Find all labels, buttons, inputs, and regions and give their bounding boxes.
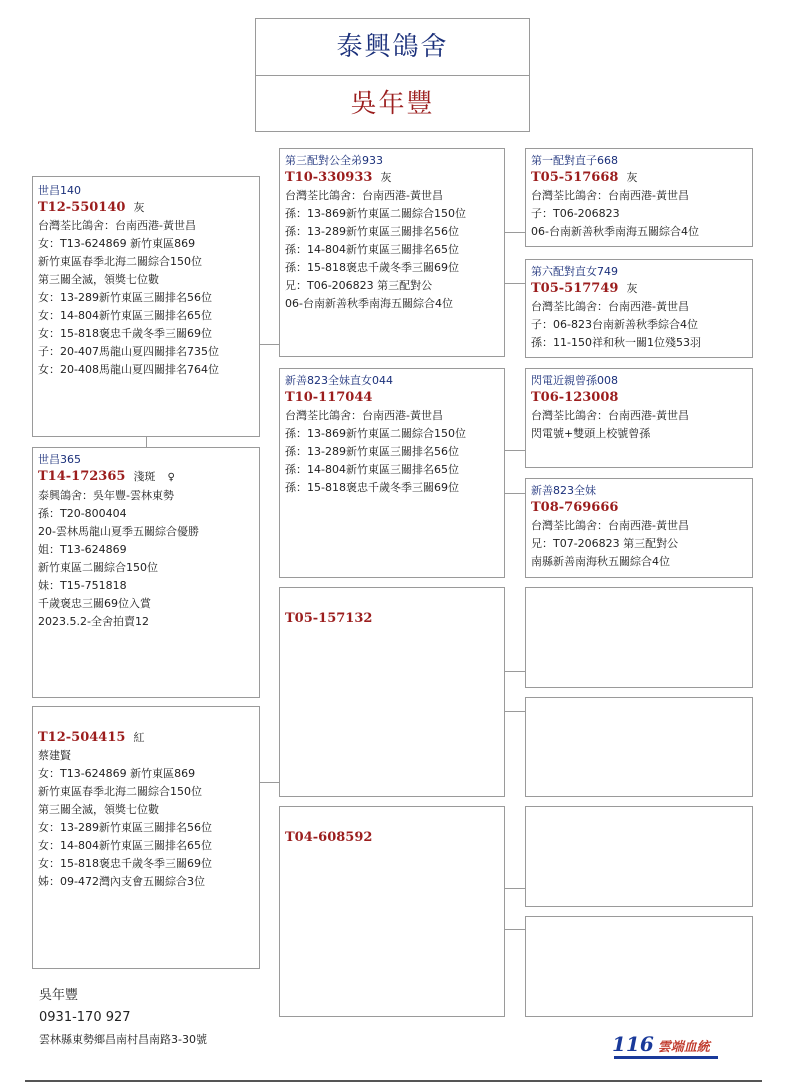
logo-underline — [614, 1056, 718, 1059]
pedigree-line: 新竹東區春季北海二關綜合150位 — [38, 785, 202, 798]
connector — [504, 711, 525, 712]
title-block — [255, 18, 530, 132]
pedigree-line: 20-雲林馬龍山夏季五關綜合優勝 — [38, 525, 199, 538]
sd-lines — [285, 407, 499, 497]
ssd-header: 第六配對直女749 — [531, 265, 618, 278]
sire-card — [32, 176, 260, 437]
dam-ring: T14-172365 淺斑 ♀ — [38, 469, 175, 484]
pedigree-line: 女：15-818褒忠千歲冬季三關69位 — [38, 857, 212, 870]
sdd-ring: T08-769666 — [531, 500, 619, 515]
sds-ring: T06-123008 — [531, 390, 619, 405]
pedigree-line: 女：13-289新竹東區三關排名56位 — [38, 821, 212, 834]
pedigree-line: 新竹東區二關綜合150位 — [38, 561, 158, 574]
pedigree-line: 女：14-804新竹東區三關排名65位 — [38, 839, 212, 852]
pedigree-line: 2023.5.2-全舍拍賣12 — [38, 615, 149, 628]
pedigree-line: 閃電號+雙頭上校號曾孫 — [531, 427, 651, 440]
logo-text: 雲端血統 — [657, 1040, 710, 1055]
pedigree-line: 姐：T13-624869 — [38, 543, 127, 556]
subject-ring: T12-504415 紅 — [38, 730, 145, 745]
dds-card — [525, 806, 753, 907]
logo-number: 116 — [612, 1032, 654, 1056]
connector — [504, 283, 525, 284]
pedigree-line: 女：13-289新竹東區三關排名56位 — [38, 291, 212, 304]
pedigree-line: 女：14-804新竹東區三關排名65位 — [38, 309, 212, 322]
subject-card — [32, 706, 260, 969]
pedigree-line: 台灣荃比鴿舍：台南西港-黃世昌 — [285, 409, 443, 422]
sss-header: 第一配對直子668 — [531, 154, 618, 167]
subject-lines — [38, 747, 254, 891]
pedigree-line: 姊：09-472灣內支會五關綜合3位 — [38, 875, 205, 888]
dd-ring: T04-608592 — [285, 830, 373, 845]
pedigree-line: 台灣荃比鴿舍：台南西港-黃世昌 — [38, 219, 196, 232]
sire-color: 灰 — [133, 201, 145, 214]
pedigree-line: 孫：11-150祥和秋一關1位殘53羽 — [531, 336, 701, 349]
sdd-header: 新善823全妹 — [531, 484, 596, 497]
pedigree-line: 女：T13-624869 新竹東區869 — [38, 767, 196, 780]
ssd-card — [525, 259, 753, 358]
pedigree-line: 子：06-823台南新善秋季綜合4位 — [531, 318, 698, 331]
sire-header: 世昌140 — [38, 184, 81, 197]
dam-header: 世昌365 — [38, 453, 81, 466]
pedigree-line: 新竹東區春季北海二關綜合150位 — [38, 255, 202, 268]
pedigree-line: 孫：14-804新竹東區三關排名65位 — [285, 463, 459, 476]
sd-card — [279, 368, 505, 578]
dam-lines — [38, 487, 254, 631]
connector — [504, 671, 525, 672]
connector — [504, 232, 525, 233]
pedigree-line: 孫：15-818褒忠千歲冬季三關69位 — [285, 261, 459, 274]
pedigree-line: 妹：T15-751818 — [38, 579, 127, 592]
pedigree-line: 台灣荃比鴿舍：台南西港-黃世昌 — [531, 300, 689, 313]
sss-lines — [531, 187, 747, 241]
pedigree-line: 孫：13-289新竹東區三關排名56位 — [285, 225, 459, 238]
pedigree-line: 06-台南新善秋季南海五關綜合4位 — [285, 297, 453, 310]
ssd-ring: T05-517749 灰 — [531, 281, 638, 296]
owner-name: 吳年豐 — [350, 89, 435, 119]
sss-color: 灰 — [626, 171, 638, 184]
pedigree-line: 06-台南新善秋季南海五關綜合4位 — [531, 225, 699, 238]
ssd-lines — [531, 298, 747, 352]
sire-lines — [38, 217, 254, 379]
dam-color: 淺斑 — [133, 470, 156, 483]
ss-color: 灰 — [380, 171, 392, 184]
dsd-card — [525, 697, 753, 797]
footer-name: 吳年豐 — [39, 988, 79, 1003]
pedigree-line: 女：15-818褒忠千歲冬季三關69位 — [38, 327, 212, 340]
ss-lines — [285, 187, 499, 313]
pedigree-line: 台灣荃比鴿舍：台南西港-黃世昌 — [285, 189, 443, 202]
pedigree-line: 千歲褒忠三關69位入賞 — [38, 597, 151, 610]
dam-card — [32, 447, 260, 698]
ds-ring: T05-157132 — [285, 611, 373, 626]
pedigree-line: 第三關全滅，領獎七位數 — [38, 803, 159, 816]
ss-card — [279, 148, 505, 357]
pedigree-line: 台灣荃比鴿舍：台南西港-黃世昌 — [531, 519, 689, 532]
pedigree-line: 孫：15-818褒忠千歲冬季三關69位 — [285, 481, 459, 494]
pedigree-line: 孫：13-869新竹東區二關綜合150位 — [285, 427, 466, 440]
ss-header: 第三配對公全弟933 — [285, 154, 383, 167]
connector — [259, 344, 279, 345]
bottom-divider — [25, 1080, 762, 1082]
dd-card — [279, 806, 505, 1017]
pedigree-line: 台灣荃比鴿舍：台南西港-黃世昌 — [531, 189, 689, 202]
pedigree-line: 兄：T07-206823 第三配對公 — [531, 537, 679, 550]
pedigree-line: 台灣荃比鴿舍：台南西港-黃世昌 — [531, 409, 689, 422]
loft-name: 泰興鴿舍 — [256, 19, 529, 76]
connector — [504, 493, 525, 494]
pedigree-line: 子：T06-206823 — [531, 207, 620, 220]
pedigree-line: 南縣新善南海秋五關綜合4位 — [531, 555, 670, 568]
ddd-card — [525, 916, 753, 1017]
connector — [504, 888, 525, 889]
pedigree-line: 孫：13-289新竹東區三關排名56位 — [285, 445, 459, 458]
footer-contact — [39, 985, 207, 1051]
pedigree-line: 孫：T20-800404 — [38, 507, 127, 520]
footer-address: 雲林縣東勢鄉昌南村昌南路3-30號 — [39, 1033, 207, 1046]
pedigree-line: 第三關全滅，領獎七位數 — [38, 273, 159, 286]
pedigree-line: 泰興鴿舍：吳年豐-雲林東勢 — [38, 489, 174, 502]
connector — [259, 782, 279, 783]
pedigree-line: 兄：T06-206823 第三配對公 — [285, 279, 433, 292]
pedigree-line: 孫：14-804新竹東區三關排名65位 — [285, 243, 459, 256]
sd-ring: T10-117044 — [285, 390, 373, 405]
female-icon: ♀ — [167, 472, 175, 483]
sire-ring: T12-550140 灰 — [38, 200, 145, 215]
dss-card — [525, 587, 753, 688]
sss-card — [525, 148, 753, 247]
sd-header: 新善823全妹直女044 — [285, 374, 393, 387]
pedigree-line: 孫：13-869新竹東區二關綜合150位 — [285, 207, 466, 220]
sdd-card — [525, 478, 753, 578]
ds-card — [279, 587, 505, 797]
footer-phone: 0931-170 927 — [39, 1010, 131, 1025]
connector — [504, 450, 525, 451]
sds-lines — [531, 407, 747, 443]
ss-ring: T10-330933 灰 — [285, 170, 392, 185]
pedigree-line: 子：20-407馬龍山夏四關排名735位 — [38, 345, 219, 358]
logo — [612, 1032, 710, 1056]
subject-color: 紅 — [133, 731, 145, 744]
pedigree-line: 女：T13-624869 新竹東區869 — [38, 237, 196, 250]
pedigree-line: 女：20-408馬龍山夏四關排名764位 — [38, 363, 219, 376]
sds-card — [525, 368, 753, 468]
sds-header: 閃電近親曾孫008 — [531, 374, 618, 387]
ssd-color: 灰 — [626, 282, 638, 295]
sss-ring: T05-517668 灰 — [531, 170, 638, 185]
sdd-lines — [531, 517, 747, 571]
pedigree-line: 蔡建賢 — [38, 749, 71, 762]
connector — [504, 929, 525, 930]
